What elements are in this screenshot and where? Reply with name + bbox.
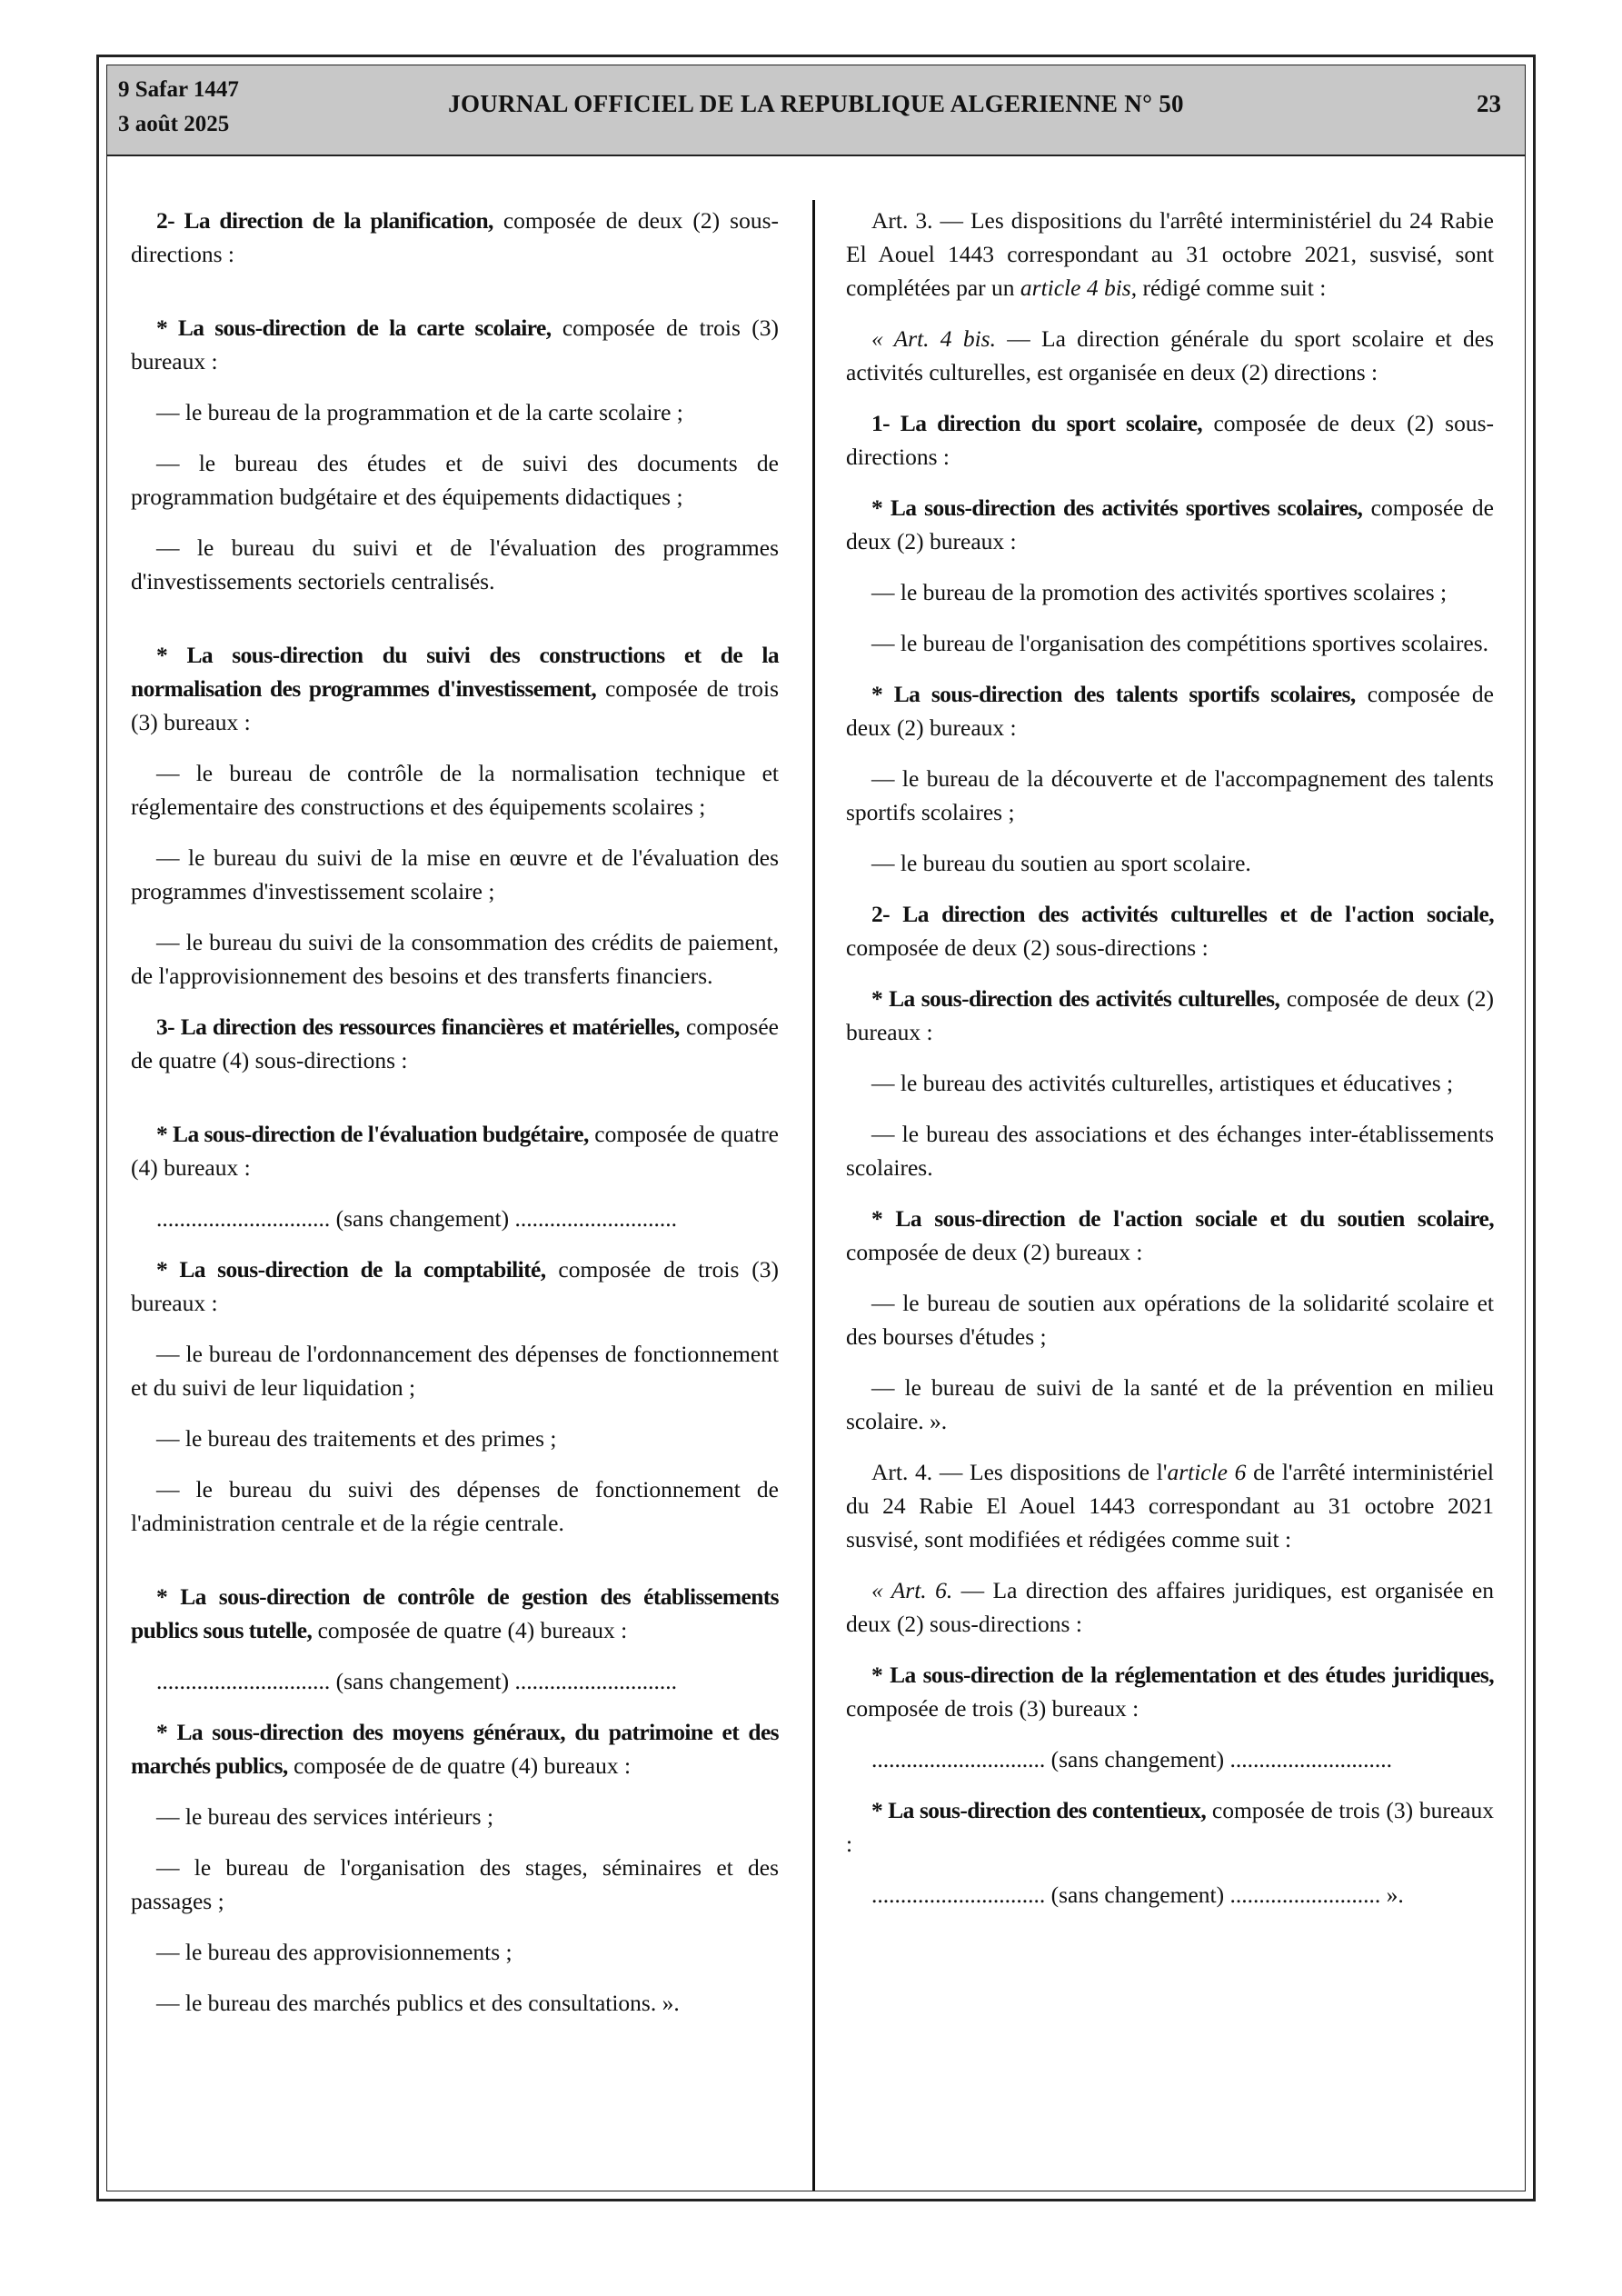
- paragraph: * La sous-direction de l'évaluation budgétaire, composée de quatre (4) bureaux :: [131, 1121, 779, 1181]
- paragraph: .............................. (sans changement) .......................... ».: [871, 1882, 1404, 1908]
- paragraph: Art. 4. — Les dispositions de l'article 6 de l'arrêté interministériel du 24 Rabie El Aouel 1443 correspondant au 31 octobre 2021 susvisé, sont modifiées et rédigées comme suit :: [846, 1459, 1494, 1552]
- paragraph: Art. 3. — Les dispositions du l'arrêté interministériel du 24 Rabie El Aouel 1443 correspondant au 31 octobre 2021, susvisé, sont complétées par un article 4 bis, rédigé comme suit :: [846, 207, 1494, 301]
- paragraph: .............................. (sans changement) ............................: [156, 1205, 677, 1232]
- paragraph: « Art. 6. — La direction des affaires juridiques, est organisée en deux (2) sous-directions :: [846, 1577, 1494, 1637]
- paragraph: — le bureau du suivi de la consommation des crédits de paiement, de l'approvisionnement des besoins et des transferts financiers.: [131, 929, 779, 989]
- column-divider: [812, 200, 815, 2191]
- paragraph: — le bureau de contrôle de la normalisation technique et réglementaire des constructions et des équipements scolaires ;: [131, 760, 779, 820]
- paragraph: — le bureau de la promotion des activités sportives scolaires ;: [871, 579, 1448, 605]
- paragraph: — le bureau de l'organisation des stages, séminaires et des passages ;: [131, 1854, 779, 1914]
- paragraph: — le bureau du suivi et de l'évaluation des programmes d'investissements sectoriels centralisés.: [131, 534, 779, 594]
- paragraph: — le bureau de la découverte et de l'accompagnement des talents sportifs scolaires ;: [846, 765, 1494, 825]
- paragraph: * La sous-direction des activités culturelles, composée de deux (2) bureaux :: [846, 985, 1494, 1045]
- journal-header: [107, 65, 1525, 156]
- page-frame: [96, 55, 1536, 2201]
- paragraph: 2- La direction de la planification, composée de deux (2) sous-directions :: [131, 207, 779, 267]
- paragraph: — le bureau de soutien aux opérations de la solidarité scolaire et des bourses d'études ;: [846, 1290, 1494, 1350]
- paragraph: 3- La direction des ressources financières et matérielles, composée de quatre (4) sous-directions :: [131, 1013, 779, 1073]
- paragraph: — le bureau de suivi de la santé et de la prévention en milieu scolaire. ».: [846, 1374, 1494, 1434]
- paragraph: — le bureau des approvisionnements ;: [156, 1939, 512, 1965]
- paragraph: .............................. (sans changement) ............................: [156, 1668, 677, 1694]
- paragraph: — le bureau de l'organisation des compétitions sportives scolaires.: [871, 630, 1489, 656]
- paragraph: — le bureau du soutien au sport scolaire.: [871, 850, 1251, 876]
- paragraph: — le bureau des services intérieurs ;: [156, 1803, 494, 1830]
- paragraph: 2- La direction des activités culturelles et de l'action sociale, composée de deux (2) sous-directions :: [846, 901, 1494, 961]
- paragraph: * La sous-direction de l'action sociale et du soutien scolaire, composée de deux (2) bureaux :: [846, 1205, 1494, 1265]
- date-hijri: 9 Safar 1447: [118, 77, 239, 102]
- paragraph: — le bureau des traitements et des primes ;: [156, 1425, 557, 1452]
- page-number: 23: [1477, 90, 1501, 117]
- paragraph: — le bureau du suivi de la mise en œuvre et de l'évaluation des programmes d'investissement scolaire ;: [131, 844, 779, 904]
- paragraph: * La sous-direction du suivi des constructions et de la normalisation des programmes d'investissement, composée de trois (3) bureaux :: [131, 642, 779, 735]
- paragraph: — le bureau du suivi des dépenses de fonctionnement de l'administration centrale et de la régie centrale.: [131, 1476, 779, 1536]
- right-column: [846, 204, 1494, 1929]
- paragraph: * La sous-direction de la carte scolaire, composée de trois (3) bureaux :: [131, 314, 779, 374]
- paragraph: — le bureau des associations et des échanges inter-établissements scolaires.: [846, 1121, 1494, 1181]
- paragraph: « Art. 4 bis. — La direction générale du sport scolaire et des activités culturelles, est organisée en deux (2) directions :: [846, 325, 1495, 385]
- paragraph: 1- La direction du sport scolaire, composée de deux (2) sous-directions :: [846, 410, 1494, 470]
- paragraph: * La sous-direction de la réglementation et des études juridiques, composée de trois (3) bureaux :: [846, 1662, 1494, 1722]
- paragraph: — le bureau de l'ordonnancement des dépenses de fonctionnement et du suivi de leur liquidation ;: [131, 1341, 779, 1401]
- page-frame-inner: [106, 65, 1526, 2191]
- paragraph: — le bureau de la programmation et de la carte scolaire ;: [156, 399, 683, 425]
- paragraph: * La sous-direction des activités sportives scolaires, composée de deux (2) bureaux :: [846, 494, 1494, 554]
- paragraph: * La sous-direction des talents sportifs scolaires, composée de deux (2) bureaux :: [846, 681, 1494, 741]
- paragraph: — le bureau des activités culturelles, artistiques et éducatives ;: [871, 1070, 1454, 1096]
- paragraph: * La sous-direction des contentieux, composée de trois (3) bureaux :: [846, 1797, 1494, 1857]
- paragraph: * La sous-direction de contrôle de gestion des établissements publics sous tutelle, composée de quatre (4) bureaux :: [131, 1583, 779, 1643]
- date-gregorian: 3 août 2025: [118, 112, 230, 136]
- journal-title: JOURNAL OFFICIEL DE LA REPUBLIQUE ALGERIENNE N° 50: [448, 90, 1184, 117]
- paragraph: — le bureau des études et de suivi des documents de programmation budgétaire et des équipements didactiques ;: [131, 450, 779, 510]
- paragraph: * La sous-direction de la comptabilité, composée de trois (3) bureaux :: [131, 1256, 779, 1316]
- left-column: [131, 204, 779, 2037]
- paragraph: * La sous-direction des moyens généraux, du patrimoine et des marchés publics, composée de de quatre (4) bureaux :: [131, 1719, 779, 1779]
- paragraph: — le bureau des marchés publics et des consultations. ».: [156, 1990, 680, 2016]
- paragraph: .............................. (sans changement) ............................: [871, 1746, 1392, 1772]
